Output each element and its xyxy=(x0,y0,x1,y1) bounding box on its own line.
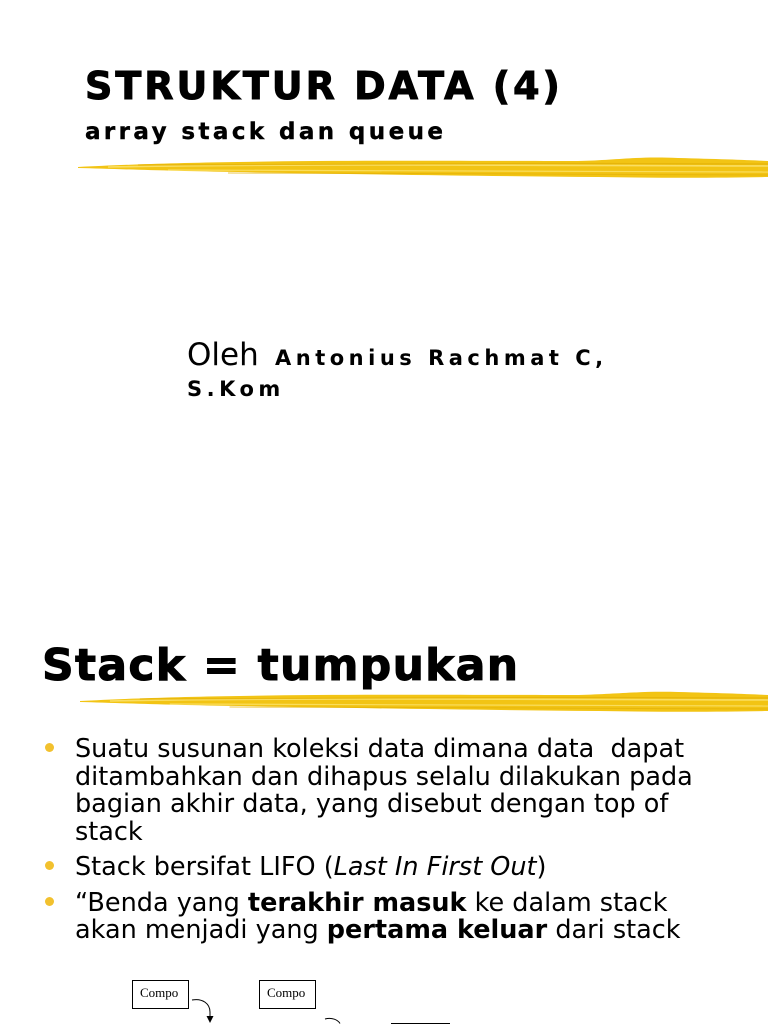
bullet-text: ke dalam stack xyxy=(466,887,668,918)
arrowhead-icon xyxy=(207,1016,214,1023)
bullet-dot-icon xyxy=(45,743,54,752)
author-degree: S.Kom xyxy=(187,377,285,401)
diagram-box-label: Compo xyxy=(140,985,179,1000)
bullet-list xyxy=(75,736,693,945)
author-name: Antonius Rachmat C, xyxy=(275,346,608,370)
bullet-italic-text: Last In First Out xyxy=(333,852,537,882)
bullet-bold-text: pertama keluar xyxy=(326,915,548,945)
bullet-text: akan menjadi yang xyxy=(75,915,327,945)
bullet-text: Stack bersifat LIFO ( xyxy=(75,852,334,882)
bullet-line xyxy=(75,917,693,945)
curve-connector xyxy=(325,1018,340,1023)
bullet-line: bagian akhir data, yang disebut dengan top of xyxy=(75,789,669,819)
diagram-connectors xyxy=(0,960,768,1024)
bullet-line: ditambahkan dan dihapus selalu dilakukan pada xyxy=(75,761,693,792)
bullet-text: ) xyxy=(536,852,547,882)
bullet-line: stack xyxy=(75,816,143,847)
brush-stroke-divider xyxy=(80,686,768,716)
bullet-text: “Benda yang xyxy=(75,887,248,918)
bullet-item xyxy=(75,854,693,882)
diagram-box-label: Compo xyxy=(267,985,306,1000)
bullet-text: dari stack xyxy=(547,915,681,945)
bullet-line xyxy=(75,854,693,882)
bullet-dot-icon xyxy=(45,861,54,870)
bullet-item xyxy=(75,736,693,846)
bullet-line: Suatu susunan koleksi data dimana data dapat xyxy=(75,734,685,764)
brush-stroke-divider xyxy=(78,152,768,182)
slide-subtitle: array stack dan queue xyxy=(85,119,447,145)
author-prefix: Oleh xyxy=(187,337,259,373)
bullet-item xyxy=(75,887,693,945)
bullet-bold-text: terakhir masuk xyxy=(247,887,467,918)
slide-title: Stack = tumpukan xyxy=(42,640,520,691)
arrow-connector xyxy=(192,1000,210,1017)
slide-title: STRUKTUR DATA (4) xyxy=(85,64,563,108)
bullet-dot-icon xyxy=(45,897,54,906)
bullet-line xyxy=(75,887,693,918)
